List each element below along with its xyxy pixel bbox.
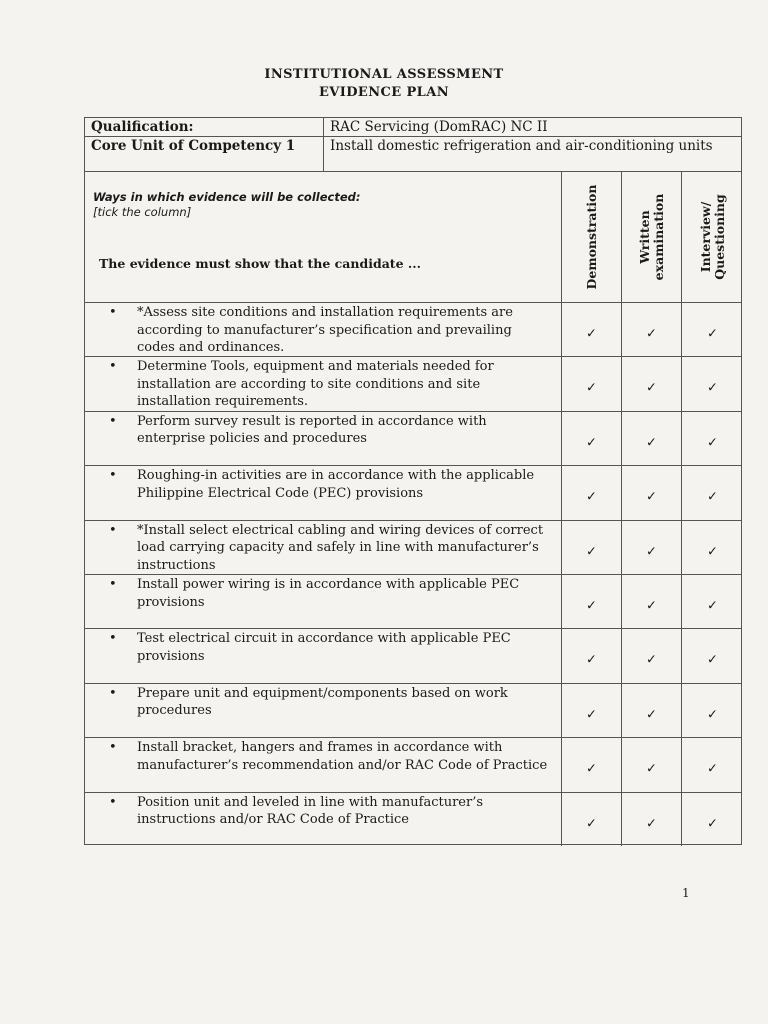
tick-cell	[621, 684, 681, 737]
column-header-demonstration	[561, 172, 621, 302]
check-icon: ✓	[586, 326, 597, 342]
tick-cell	[621, 412, 681, 465]
table-row	[85, 792, 741, 846]
check-icon: ✓	[707, 326, 718, 342]
check-icon: ✓	[646, 598, 657, 614]
check-icon: ✓	[707, 707, 718, 723]
check-icon: ✓	[586, 435, 597, 451]
tick-cell	[681, 684, 743, 737]
column-header-text: Written examination	[636, 193, 666, 281]
check-icon: ✓	[586, 489, 597, 505]
table-row	[85, 737, 741, 791]
criterion-text: Perform survey result is reported in accordance with enterprise policies and procedures	[137, 413, 487, 447]
tick-cell	[561, 466, 621, 519]
tick-cell	[561, 793, 621, 846]
tick-cell	[621, 575, 681, 628]
check-icon: ✓	[707, 598, 718, 614]
check-icon: ✓	[646, 652, 657, 668]
criterion	[109, 467, 549, 502]
table-row	[85, 356, 741, 410]
criterion-text: Install power wiring is in accordance with applicable PEC provisions	[137, 577, 520, 610]
tick-cell	[681, 412, 743, 465]
check-icon: ✓	[586, 598, 597, 614]
tick-cell	[621, 466, 681, 519]
criterion	[109, 685, 549, 720]
tick-cell	[561, 521, 621, 574]
unit-label: Core Unit of Competency 1	[85, 137, 324, 171]
check-icon: ✓	[586, 816, 597, 832]
check-icon: ✓	[646, 544, 657, 560]
table-row	[85, 302, 741, 356]
criterion	[109, 413, 549, 448]
qualification-value: RAC Servicing (DomRAC) NC II	[330, 119, 548, 135]
column-header-text: Demonstration	[583, 184, 599, 290]
column-header-written	[621, 172, 681, 302]
tick-cell	[681, 629, 743, 682]
qualification-label: Qualification:	[85, 118, 324, 136]
tick-cell	[621, 793, 681, 846]
title-line-2: EVIDENCE PLAN	[318, 85, 449, 100]
table-row	[85, 465, 741, 519]
ways-label: Ways in which evidence will be collected:	[93, 190, 361, 204]
page-number: 1	[682, 886, 690, 900]
check-icon: ✓	[707, 652, 718, 668]
check-icon: ✓	[646, 326, 657, 342]
tick-cell	[681, 303, 743, 356]
bullet-icon: •	[109, 359, 117, 375]
criterion-text: Prepare unit and equipment/components based on work procedures	[137, 685, 508, 719]
tick-cell	[681, 521, 743, 574]
criterion	[109, 304, 549, 357]
bullet-icon: •	[109, 740, 117, 756]
table-row	[85, 520, 741, 574]
column-header-text: Interview/ Questioning	[697, 194, 727, 280]
bullet-icon: •	[109, 685, 117, 701]
tick-cell	[621, 629, 681, 682]
check-icon: ✓	[707, 544, 718, 560]
criterion-text: Roughing-in activities are in accordance with the applicable Philippine Electrical Code (PEC) provisions	[137, 468, 535, 501]
check-icon: ✓	[646, 489, 657, 505]
tick-cell	[561, 629, 621, 682]
check-icon: ✓	[707, 435, 718, 451]
criterion	[109, 739, 549, 774]
unit-row	[85, 137, 741, 172]
tick-cell	[681, 793, 743, 846]
tick-cell	[561, 357, 621, 410]
bullet-icon: •	[109, 522, 117, 538]
bullet-icon: •	[109, 413, 117, 429]
evidence-plan-table	[84, 117, 742, 845]
check-icon: ✓	[646, 435, 657, 451]
title-line-1: INSTITUTIONAL ASSESSMENT	[264, 67, 504, 82]
criterion	[109, 358, 549, 411]
tick-cell	[561, 412, 621, 465]
bullet-icon: •	[109, 794, 117, 810]
criterion	[109, 576, 549, 611]
tick-cell	[681, 466, 743, 519]
unit-value: Install domestic refrigeration and air-conditioning units	[330, 138, 713, 154]
column-header-interview	[681, 172, 743, 302]
tick-cell	[561, 575, 621, 628]
check-icon: ✓	[586, 544, 597, 560]
table-row	[85, 683, 741, 737]
tick-cell	[681, 357, 743, 410]
bullet-icon: •	[109, 468, 117, 484]
check-icon: ✓	[586, 652, 597, 668]
check-icon: ✓	[707, 816, 718, 832]
check-icon: ✓	[646, 380, 657, 396]
criterion-text: Position unit and leveled in line with manufacturer’s instructions and/or RAC Code of Practice	[137, 794, 483, 828]
check-icon: ✓	[646, 816, 657, 832]
tick-cell	[561, 738, 621, 791]
criterion-text: Install bracket, hangers and frames in accordance with manufacturer’s recommendation and/or RAC Code of Practice	[137, 740, 548, 773]
bullet-icon: •	[109, 577, 117, 592]
criterion-text: *Install select electrical cabling and wiring devices of correct load carrying capacity and safely in line with manufacturer’s instructions	[137, 522, 544, 573]
check-icon: ✓	[707, 380, 718, 396]
tick-cell	[621, 357, 681, 410]
criterion-text: *Assess site conditions and installation requirements are according to manufacturer’s specification and prevailing codes and ordinances.	[137, 305, 513, 355]
criterion-text: Test electrical circuit in accordance with applicable PEC provisions	[137, 631, 511, 664]
tick-cell	[621, 738, 681, 791]
check-icon: ✓	[586, 380, 597, 396]
table-row	[85, 574, 741, 628]
document-title	[0, 66, 768, 102]
check-icon: ✓	[646, 761, 657, 777]
check-icon: ✓	[586, 761, 597, 777]
criterion-text: Determine Tools, equipment and materials needed for installation are according to site conditions and site installation requirements.	[137, 359, 494, 410]
qualification-row	[85, 118, 741, 137]
tick-cell	[681, 575, 743, 628]
table-row	[85, 628, 741, 682]
check-icon: ✓	[646, 707, 657, 723]
bullet-icon: •	[109, 305, 117, 320]
check-icon: ✓	[707, 489, 718, 505]
ways-instructions	[93, 190, 553, 220]
tick-cell	[681, 738, 743, 791]
tick-cell	[621, 521, 681, 574]
criterion	[109, 630, 549, 665]
criterion	[109, 794, 549, 829]
table-row	[85, 411, 741, 465]
lead-text: The evidence must show that the candidate ...	[99, 256, 421, 271]
criterion	[109, 522, 549, 575]
ways-hint: [tick the column]	[93, 205, 192, 219]
check-icon: ✓	[707, 761, 718, 777]
tick-cell	[621, 303, 681, 356]
check-icon: ✓	[586, 707, 597, 723]
tick-cell	[561, 684, 621, 737]
tick-cell	[561, 303, 621, 356]
bullet-icon: •	[109, 631, 117, 647]
